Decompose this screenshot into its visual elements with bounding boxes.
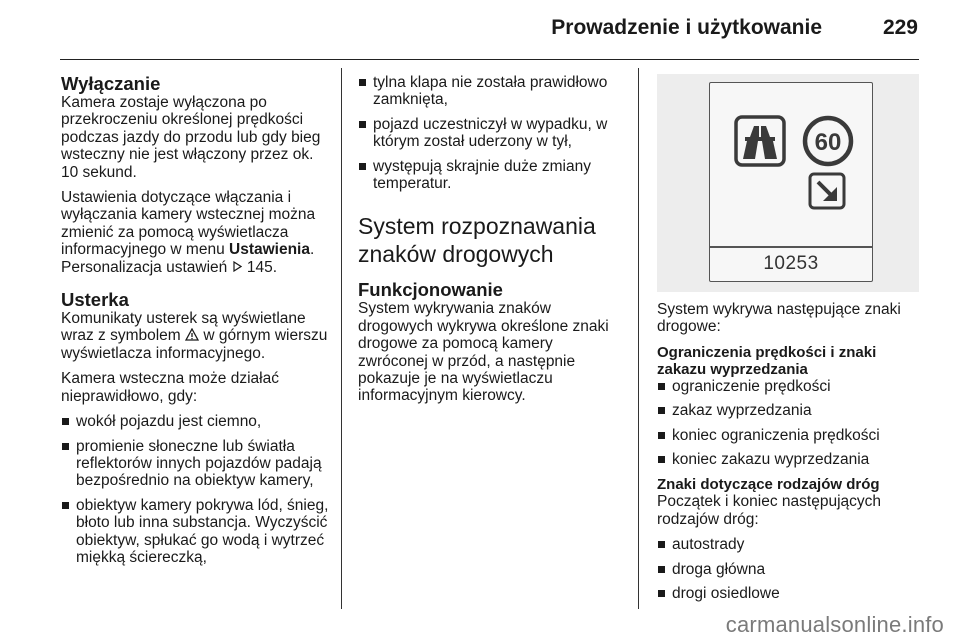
section-heading-traffic-sign-recognition: System rozpoznawania znaków drogowych [358, 213, 596, 268]
list-item: zakaz wyprzedzania [657, 402, 919, 419]
driver-info-display [709, 82, 873, 282]
paragraph: Kamera zostaje wyłączona po przekroczeniu określonej prędkości podczas jazdy do przodu lub gdy bieg wsteczny nie jest włączony przez ok. 10 sekund. [61, 94, 321, 181]
motorway-sign-icon [736, 117, 784, 165]
odometer-readout: 10253 [763, 253, 819, 274]
paragraph-text: Ustawienia dotyczące włączania i wyłączania kamery wstecznej można zmienić za pomocą wyświetlacza informacyjnego w menu [61, 189, 316, 259]
column-3 [657, 301, 919, 610]
list-item: koniec zakazu wyprzedzania [657, 451, 919, 468]
subheading-speed-limits: Ograniczenia prędkości i znaki zakazu wyprzedzania [657, 343, 877, 378]
paragraph [61, 189, 333, 276]
page-header-title: Prowadzenie i użytkowanie [551, 16, 822, 39]
bullet-list [358, 74, 622, 192]
paragraph [61, 310, 333, 362]
page-number: 229 [882, 16, 918, 39]
list-item: promienie słoneczne lub światła reflektorów innych pojazdów padają bezpośrednio na obiektyw kamery, [61, 438, 333, 490]
list-item: autostrady [657, 536, 919, 553]
subheading-funkcjonowanie: Funkcjonowanie [358, 279, 503, 301]
list-item: koniec ograniczenia prędkości [657, 427, 919, 444]
bullet-list [657, 378, 919, 469]
section-heading-usterka: Usterka [61, 289, 129, 311]
paragraph-text: w górnym wierszu wyświetlacza informacyjnego. [61, 327, 328, 362]
list-item: drogi osiedlowe [657, 585, 919, 602]
speed-limit-value: 60 [814, 129, 842, 156]
header-rule [60, 59, 919, 60]
list-item: występują skrajnie duże zmiany temperatur. [358, 158, 622, 193]
paragraph: System wykrywa następujące znaki drogowe: [657, 301, 901, 336]
list-item: obiektyw kamery pokrywa lód, śnieg, błoto lub inna substancja. Wyczyścić obiektyw, spłukać go wodą i wytrzeć miękką ściereczką, [61, 497, 333, 567]
exit-arrow-sign-icon [810, 174, 844, 208]
column-2 [358, 74, 622, 413]
column-1 [61, 74, 333, 574]
paragraph-text: Komunikaty usterek są wyświetlane wraz z symbolem [61, 310, 306, 345]
bullet-list [61, 413, 333, 566]
page-header [0, 0, 960, 60]
paragraph: System wykrywania znaków drogowych wykrywa określone znaki drogowe za pomocą kamery zwróconej w przód, a następnie pokazuje je na wyświetlaczu informacyjnym kierowcy. [358, 300, 609, 405]
column-separator [341, 68, 342, 609]
page-reference-arrow-icon [233, 259, 242, 276]
paragraph: Kamera wsteczna może działać nieprawidłowo, gdy: [61, 370, 279, 405]
section-heading-wylaczanie: Wyłączanie [61, 73, 161, 94]
list-item: tylna klapa nie została prawidłowo zamknięta, [358, 74, 622, 109]
list-item: pojazd uczestniczył w wypadku, w którym został uderzony w tył, [358, 116, 622, 151]
paragraph-text: . Personalizacja ustawień [61, 241, 315, 276]
subheading-road-types: Znaki dotyczące rodzajów dróg [657, 476, 880, 494]
bullet-list [657, 536, 919, 602]
page-reference: 145. [242, 258, 278, 276]
watermark-text: carmanualsonline.info [725, 612, 944, 637]
menu-name: Ustawienia [229, 241, 310, 259]
column-separator [638, 68, 639, 609]
list-item: wokół pojazdu jest ciemno, [61, 413, 333, 430]
list-item: ograniczenie prędkości [657, 378, 919, 395]
speed-limit-sign-icon [805, 118, 851, 164]
warning-triangle-icon [185, 328, 199, 341]
paragraph: Początek i koniec następujących rodzajów dróg: [657, 493, 882, 528]
list-item: droga główna [657, 561, 919, 578]
traffic-sign-display-figure [657, 74, 919, 292]
display-divider [710, 246, 872, 248]
